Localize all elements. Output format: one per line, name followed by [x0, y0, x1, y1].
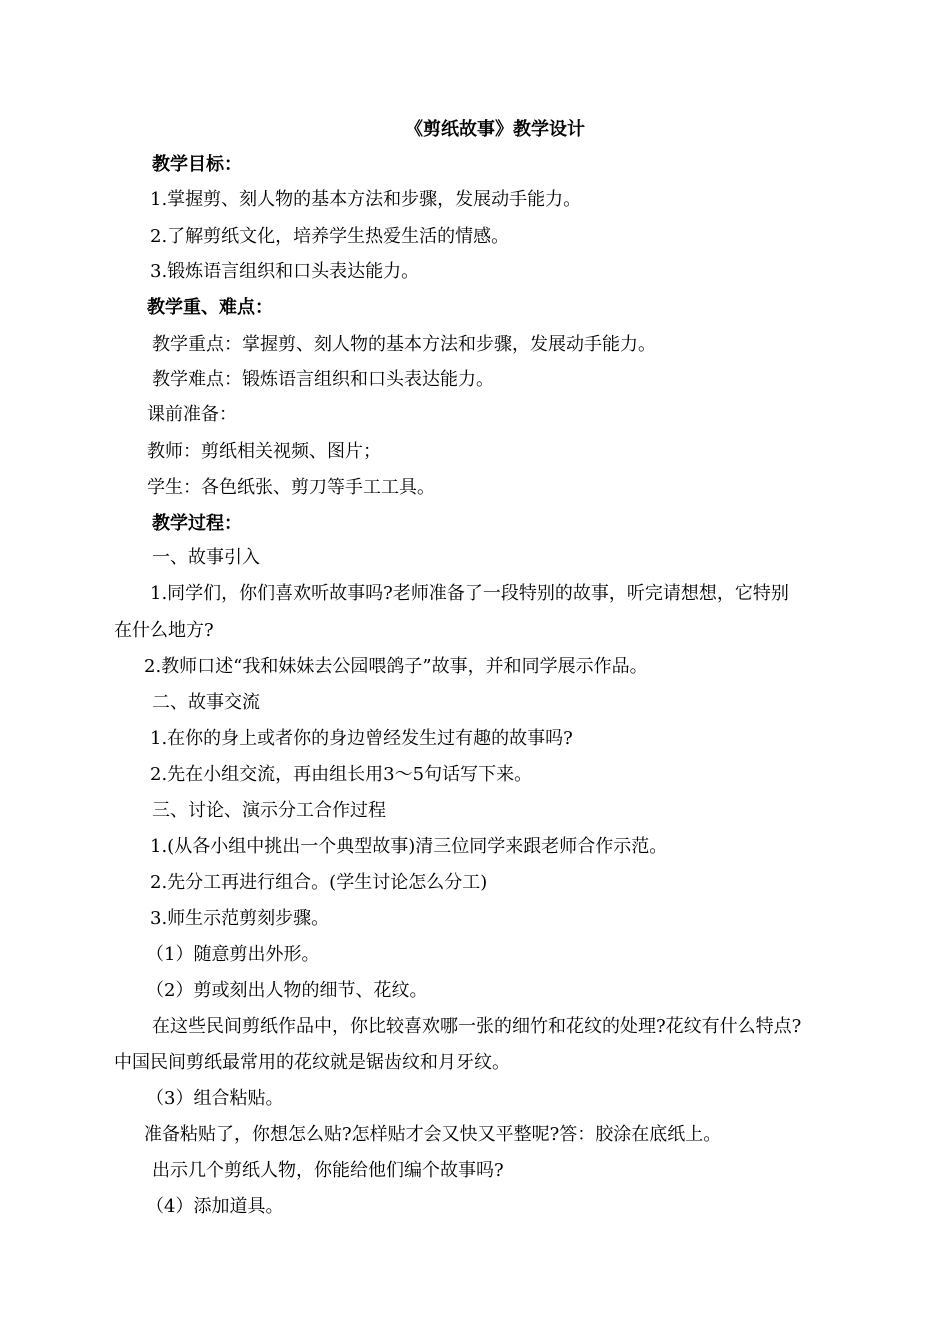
process-item: 2.先分工再进行组合。(学生讨论怎么分工) [150, 872, 488, 893]
process-item: 1.(从各小组中挑出一个典型故事)清三位同学来跟老师合作示范。 [150, 836, 668, 857]
key-point-difficulty: 教学难点：锻炼语言组织和口头表达能力。 [152, 369, 494, 390]
objective-item: 2.了解剪纸文化，培养学生热爱生活的情感。 [150, 226, 510, 247]
section-title: 一、故事引入 [152, 547, 260, 568]
document-title: 《剪纸故事》教学设计 [405, 119, 585, 140]
section-title: 三、讨论、演示分工合作过程 [152, 800, 386, 821]
process-note: 准备粘贴了，你想怎么贴?怎样贴才会又快又平整呢?答：胶涂在底纸上。 [144, 1124, 722, 1145]
process-item: 2.教师口述“我和妹妹去公园喂鸽子”故事，并和同学展示作品。 [144, 656, 648, 677]
key-point-focus: 教学重点：掌握剪、刻人物的基本方法和步骤，发展动手能力。 [152, 334, 656, 355]
process-note: 在这些民间剪纸作品中，你比较喜欢哪一张的细竹和花纹的处理?花纹有什么特点? [152, 1016, 802, 1037]
preparation-student: 学生：各色纸张、剪刀等手工工具。 [147, 477, 435, 498]
preparation-teacher: 教师：剪纸相关视频、图片； [147, 441, 381, 462]
objective-item: 1.掌握剪、刻人物的基本方法和步骤，发展动手能力。 [150, 189, 582, 210]
process-step: （4）添加道具。 [146, 1196, 284, 1217]
process-step: （1）随意剪出外形。 [146, 944, 320, 965]
process-heading: 教学过程： [152, 513, 242, 534]
process-step: （2）剪或刻出人物的细节、花纹。 [146, 980, 428, 1001]
objectives-heading: 教学目标： [152, 154, 242, 175]
key-points-heading: 教学重、难点： [147, 297, 273, 318]
process-item: 1.在你的身上或者你的身边曾经发生过有趣的故事吗? [150, 728, 573, 749]
process-item: 2.先在小组交流，再由组长用3～5句话写下来。 [150, 764, 533, 785]
preparation-heading: 课前准备： [147, 404, 237, 425]
process-step: （3）组合粘贴。 [146, 1088, 284, 1109]
process-item: 1.同学们，你们喜欢听故事吗?老师准备了一段特别的故事，听完请想想，它特别 [150, 583, 789, 604]
section-title: 二、故事交流 [152, 692, 260, 713]
process-note: 出示几个剪纸人物，你能给他们编个故事吗? [152, 1160, 504, 1181]
objective-item: 3.锻炼语言组织和口头表达能力。 [150, 261, 420, 282]
process-item-continuation: 在什么地方? [114, 620, 214, 641]
process-item: 3.师生示范剪刻步骤。 [150, 908, 330, 929]
process-note-continuation: 中国民间剪纸最常用的花纹就是锯齿纹和月牙纹。 [114, 1052, 510, 1073]
